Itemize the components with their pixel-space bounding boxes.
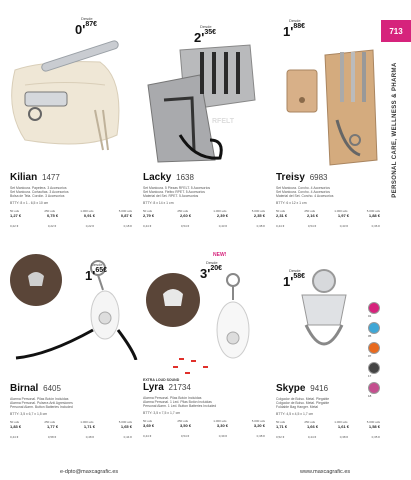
kilian-price-int: 0' <box>75 22 86 37</box>
birnal-tier: 5.000 uds <box>118 420 132 424</box>
kilian-tier-price-2: 0,22 € <box>85 224 95 228</box>
lyra-price <box>200 260 222 283</box>
new-badge: NEW! <box>213 252 227 258</box>
skype-price-int: 1' <box>283 274 294 289</box>
lyra-tier: 250 uds <box>177 419 188 423</box>
treisy-info <box>276 172 380 228</box>
lacky-product-image <box>140 40 260 165</box>
birnal-tier: 50 uds <box>10 420 20 424</box>
skype-tier-price: 1,71 € <box>276 424 288 429</box>
lyra-tier: 1.000 uds <box>213 419 227 423</box>
birnal-desde: Desde <box>91 262 103 267</box>
lyra-line-2: Alarma Personal. 1 Led. Pilas Botón Incluidas <box>143 400 212 404</box>
lyra-specs: BTTY: 3,5 x 7,5 x 1,7 cm <box>143 411 181 415</box>
birnal-tier-price: 1,77 € <box>46 424 59 429</box>
kilian-tier-price: 0,91 € <box>83 213 96 218</box>
birnal-tier-price: 1,83 € <box>10 424 22 429</box>
birnal-tier: 1.000 uds <box>80 420 94 424</box>
section-title: PERSONAL CARE, WELLNESS & PHARMA <box>392 62 398 198</box>
kilian-line-1: Set Manicura. Papelera. 3 Accesorios <box>10 186 67 190</box>
birnal-tier-price: 1,65 € <box>120 424 132 429</box>
birnal-prices <box>10 424 132 429</box>
birnal-tier: 250 uds <box>44 420 55 424</box>
treisy-prices <box>276 213 380 218</box>
skype-line-3: Foldable Bag Hanger. Metal <box>276 405 319 409</box>
lacky-line-1: Set Manicura. 5 Piezas RFELT. 5 Accesorios <box>143 186 211 190</box>
skype-price-dec: 58€ <box>293 273 306 280</box>
treisy-name-text: Treisy <box>276 172 305 183</box>
skype-swatch-code: 18 <box>368 394 372 398</box>
birnal-specs: BTTY: 3,5 x 6,7 x 1,5 cm <box>10 412 48 416</box>
birnal-price <box>85 262 107 285</box>
skype-desde: Desde <box>289 268 301 273</box>
lacky-name <box>143 172 265 183</box>
skype-swatch-code: 17 <box>368 374 372 378</box>
kilian-tier-price-2: 0,18 € <box>123 224 132 228</box>
treisy-line-1: Set Manicura. Corcho. 4 Accesorios <box>276 186 330 190</box>
treisy-specs: BTTY: 6 x 12 x 1 cm <box>276 201 307 205</box>
treisy-prices-2 <box>276 224 380 228</box>
lyra-name <box>143 382 265 393</box>
kilian-code: 1477 <box>42 173 60 182</box>
treisy-tier-price: 1,97 € <box>337 213 350 218</box>
treisy-code: 6983 <box>309 173 328 182</box>
birnal-code: 6405 <box>43 384 61 393</box>
kilian-tier-price: 0,87 € <box>120 213 132 218</box>
birnal-tier-price-2: 0,44 € <box>10 435 19 439</box>
treisy-tier-price-2: 0,36 € <box>371 224 380 228</box>
skype-specs: BTTY: 4,5 x 4,5 x 1,7 cm <box>276 412 314 416</box>
lacky-tier-price: 2,35 € <box>253 213 265 218</box>
lacky-tier-price: 2,39 € <box>216 213 229 218</box>
treisy-price <box>283 18 305 41</box>
skype-swatch[interactable] <box>368 302 380 314</box>
treisy-tier: 250 uds <box>304 209 315 213</box>
lacky-price <box>194 24 216 47</box>
lyra-tier-price: 3,69 € <box>143 423 155 428</box>
treisy-tier: 5.000 uds <box>366 209 380 213</box>
lacky-tier: 1.000 uds <box>213 209 227 213</box>
lyra-line-3: Personal Alarm. 1 Led. Button Batteries Included <box>143 404 217 408</box>
birnal-line-2: Alarma Personal. Pulsera Anti Agresiones <box>10 401 73 405</box>
skype-name-text: Skype <box>276 383 306 394</box>
lyra-price-dec: 20€ <box>210 265 223 272</box>
lacky-tier-price: 2,79 € <box>143 213 155 218</box>
skype-swatch[interactable] <box>368 342 380 354</box>
skype-tier: 50 uds <box>276 420 286 424</box>
lyra-prices <box>143 423 265 428</box>
kilian-name-text: Kilian <box>10 172 38 183</box>
skype-prices <box>276 424 380 429</box>
birnal-product-image <box>8 250 138 360</box>
lyra-tier-price-2: 0,39 € <box>218 434 228 438</box>
skype-prices-2 <box>276 435 380 439</box>
skype-tier: 5.000 uds <box>366 420 380 424</box>
lacky-info <box>143 172 265 228</box>
treisy-desde: Desde <box>289 18 301 23</box>
kilian-prices-2 <box>10 224 132 228</box>
skype-name <box>276 383 380 394</box>
skype-swatch-code: 07 <box>368 354 372 358</box>
lacky-line-3: Material del Set. RPET. 5 Accesorios <box>143 194 199 198</box>
treisy-line-2: Set Manicura. Corcho. 4 Accesorios <box>276 190 330 194</box>
birnal-prices-2 <box>10 435 132 439</box>
footer-web-link[interactable]: www.maxcagrafic.es <box>300 469 351 475</box>
kilian-desde: Desde <box>81 16 93 21</box>
skype-line-1: Colgador de Bolso. Metal. Plegable <box>276 397 330 401</box>
skype-tier: 1.000 uds <box>334 420 348 424</box>
lacky-tier-price-2: 0,54 € <box>180 224 190 228</box>
kilian-tier-price: 0,75 € <box>46 213 59 218</box>
lyra-tier-price-2: 0,44 € <box>143 434 152 438</box>
skype-swatch[interactable] <box>368 362 380 374</box>
treisy-tier-price-2: 0,43 € <box>339 224 349 228</box>
skype-code: 9416 <box>310 384 329 393</box>
treisy-tier-price-2: 0,44 € <box>276 224 285 228</box>
birnal-line-1: Alarma Personal. Pilas Botón Incluidas <box>10 397 69 401</box>
footer-email-link[interactable]: e-dpto@maxcagrafic.es <box>60 469 119 475</box>
treisy-tier-price: 1,88 € <box>368 213 380 218</box>
lyra-tier: 50 uds <box>143 419 153 423</box>
treisy-price-int: 1' <box>283 24 294 39</box>
kilian-prices <box>10 213 132 218</box>
treisy-name <box>276 172 380 183</box>
lyra-prices-2 <box>143 434 265 438</box>
lacky-price-int: 2' <box>194 30 205 45</box>
treisy-tier-price: 2,16 € <box>306 213 319 218</box>
skype-tier-price: 1,58 € <box>368 424 380 429</box>
birnal-price-dec: 65€ <box>95 267 108 274</box>
kilian-line-2: Set Manicura. Cortauñas. 3 Accesorios <box>10 190 69 194</box>
birnal-price-int: 1' <box>85 268 96 283</box>
kilian-specs: BTTY: 8 x 1 - 6,5 x 10 cm <box>10 201 49 205</box>
lacky-tier-price-2: 0,38 € <box>256 224 265 228</box>
lyra-extra-label: EXTRA LOUD SOUND <box>143 378 180 382</box>
skype-swatch-code: 05 <box>368 334 372 338</box>
lyra-line-1: Alarma Personal. Pilas Botón Incluidas <box>143 396 202 400</box>
page-number: 713 <box>389 26 403 36</box>
kilian-info <box>10 172 132 228</box>
lyra-name-text: Lyra <box>143 382 164 393</box>
skype-tier-price: 1,61 € <box>337 424 350 429</box>
section-sidebar <box>386 50 404 210</box>
birnal-name <box>10 383 132 394</box>
treisy-product-image <box>285 40 380 170</box>
lyra-info <box>143 378 265 438</box>
birnal-tier-price-2: 0,48 € <box>85 435 95 439</box>
lacky-prices <box>143 213 265 218</box>
skype-tier-price-2: 0,35 € <box>371 435 380 439</box>
skype-swatch[interactable] <box>368 322 380 334</box>
birnal-info <box>10 383 132 439</box>
treisy-line-3: Material del Set. Corcho. 4 Accesorios <box>276 194 334 198</box>
lacky-tier-price: 2,60 € <box>179 213 192 218</box>
birnal-tier-price-2: 0,44 € <box>123 435 132 439</box>
lyra-tier-price-2: 0,54 € <box>180 434 190 438</box>
kilian-tier: 250 uds <box>44 209 55 213</box>
skype-line-2: Colgador de Bolso. Metal. Plegable <box>276 401 330 405</box>
kilian-tier: 5.000 uds <box>118 209 132 213</box>
kilian-tier-price: 1,27 € <box>10 213 22 218</box>
birnal-tier-price: 1,71 € <box>83 424 96 429</box>
lacky-tier-price-2: 0,44 € <box>143 224 152 228</box>
skype-tier: 250 uds <box>304 420 315 424</box>
treisy-tier-price: 2,31 € <box>276 213 288 218</box>
lacky-price-dec: 35€ <box>204 29 217 36</box>
skype-tier-price-2: 0,44 € <box>307 435 317 439</box>
skype-info <box>276 383 380 439</box>
lyra-tier-price-2: 0,38 € <box>256 434 265 438</box>
treisy-price-dec: 88€ <box>293 23 306 30</box>
lacky-tier: 50 uds <box>143 209 153 213</box>
lyra-tier-price: 3,20 € <box>253 423 265 428</box>
lacky-prices-2 <box>143 224 265 228</box>
skype-price <box>283 268 305 291</box>
treisy-tier: 50 uds <box>276 209 286 213</box>
birnal-line-3: Personal Alarm. Button Batteries Included <box>10 405 73 409</box>
lyra-tier-price: 3,50 € <box>179 423 192 428</box>
lacky-desde: Desde <box>200 24 212 29</box>
kilian-price-dec: 87€ <box>85 21 98 28</box>
kilian-line-3: Bolsa de Tela. Cordón. 3 Accesorios <box>10 194 65 198</box>
treisy-tier: 1.000 uds <box>334 209 348 213</box>
svg-text:RFELT: RFELT <box>212 118 235 125</box>
lacky-specs: BTTY: 8 x 14 x 1 cm <box>143 201 174 205</box>
skype-swatch-code: 01 <box>368 314 372 318</box>
lyra-tier-price: 3,30 € <box>216 423 229 428</box>
birnal-name-text: Birnal <box>10 383 39 394</box>
kilian-product-image <box>5 40 130 155</box>
kilian-tier: 1.000 uds <box>80 209 94 213</box>
skype-tier-price-2: 0,52 € <box>276 435 285 439</box>
kilian-tier-price-2: 0,22 € <box>10 224 19 228</box>
kilian-tier: 50 uds <box>10 209 20 213</box>
lyra-tier: 5.000 uds <box>251 419 265 423</box>
treisy-tier-price-2: 0,54 € <box>307 224 317 228</box>
skype-tier-price-2: 0,38 € <box>339 435 349 439</box>
kilian-price <box>75 16 97 39</box>
lyra-desde: Desde <box>206 260 218 265</box>
lyra-price-int: 3' <box>200 266 211 281</box>
birnal-tier-price-2: 0,58 € <box>47 435 57 439</box>
kilian-tier-price-2: 0,22 € <box>47 224 57 228</box>
lacky-tier: 5.000 uds <box>251 209 265 213</box>
lyra-code: 21734 <box>168 383 191 392</box>
lacky-line-2: Set Manicura. Fieltro RPET. 5 Accesorios <box>143 190 205 194</box>
lacky-name-text: Lacky <box>143 172 172 183</box>
page-number-tab <box>381 20 411 42</box>
kilian-name <box>10 172 132 183</box>
lacky-tier-price-2: 0,43 € <box>218 224 228 228</box>
lacky-tier: 250 uds <box>177 209 188 213</box>
lacky-code: 1638 <box>176 173 194 182</box>
skype-tier-price: 1,66 € <box>306 424 319 429</box>
